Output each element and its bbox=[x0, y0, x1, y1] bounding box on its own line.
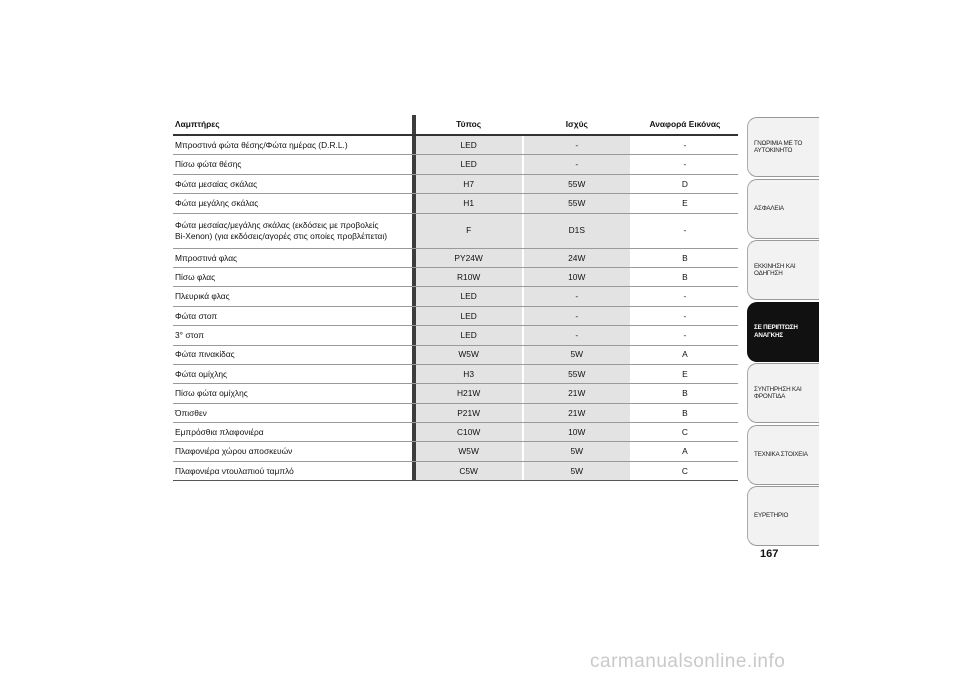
bulb-name: Πίσω φλας bbox=[173, 267, 412, 286]
header-bulbs: Λαμπτήρες bbox=[173, 115, 412, 135]
bulb-power: - bbox=[524, 326, 630, 345]
bulb-name: Πλαφονιέρα χώρου αποσκευών bbox=[173, 442, 412, 461]
page-number: 167 bbox=[760, 548, 779, 560]
bulb-name: Φώτα μεσαίας σκάλας bbox=[173, 174, 412, 193]
bulb-figure-ref: B bbox=[632, 267, 738, 286]
chapter-tabs bbox=[747, 117, 819, 548]
bulb-figure-ref: B bbox=[632, 403, 738, 422]
bulb-type: H7 bbox=[416, 174, 522, 193]
bulb-power: 10W bbox=[524, 423, 630, 442]
table-row bbox=[173, 287, 738, 306]
tab-label-line1: ΣΥΝΤΗΡΗΣΗ ΚΑΙ bbox=[754, 385, 802, 393]
bulbs-table bbox=[173, 115, 738, 481]
bulb-figure-ref: E bbox=[632, 194, 738, 213]
tab-label-line1: ΕΚΚΙΝΗΣΗ ΚΑΙ bbox=[754, 262, 796, 270]
bulb-name-line2: Bi-Xenon) (για εκδόσεις/αγορές στις οποίες προβλέπεται) bbox=[175, 230, 388, 241]
watermark: carmanualsonline.info bbox=[590, 651, 786, 672]
table-row bbox=[173, 461, 738, 480]
tab-in-emergency[interactable] bbox=[747, 302, 819, 362]
bulb-type: H1 bbox=[416, 194, 522, 213]
bulb-type: W5W bbox=[416, 442, 522, 461]
table-body bbox=[173, 135, 738, 481]
tab-getting-to-know-car[interactable] bbox=[747, 117, 819, 177]
bulb-figure-ref: - bbox=[632, 213, 738, 248]
bulb-name bbox=[173, 213, 412, 248]
bulb-power: - bbox=[524, 135, 630, 155]
bulb-power: 55W bbox=[524, 174, 630, 193]
bulb-name: Φώτα στοπ bbox=[173, 306, 412, 325]
tab-label-line1: ΓΝΩΡΙΜΙΑ ΜΕ ΤΟ bbox=[754, 139, 803, 147]
bulb-name: Φώτα πινακίδας bbox=[173, 345, 412, 364]
bulb-type: P21W bbox=[416, 403, 522, 422]
bulb-power: 24W bbox=[524, 248, 630, 267]
header-figure-ref: Αναφορά Εικόνας bbox=[632, 115, 738, 135]
bulb-figure-ref: A bbox=[632, 442, 738, 461]
table-row bbox=[173, 267, 738, 286]
bulb-type: LED bbox=[416, 306, 522, 325]
bulb-type: LED bbox=[416, 287, 522, 306]
tab-label-line2: ΑΝΑΓΚΗΣ bbox=[754, 331, 783, 339]
bulb-type: W5W bbox=[416, 345, 522, 364]
bulb-power: 55W bbox=[524, 364, 630, 383]
bulb-power: 21W bbox=[524, 403, 630, 422]
tab-label-line1: ΑΣΦΑΛΕΙΑ bbox=[754, 204, 784, 212]
bulb-type: LED bbox=[416, 135, 522, 155]
bulb-power: 55W bbox=[524, 194, 630, 213]
table-row bbox=[173, 326, 738, 345]
bulb-name: Φώτα μεγάλης σκάλας bbox=[173, 194, 412, 213]
bulb-name: Πλευρικά φλας bbox=[173, 287, 412, 306]
bulb-type: C5W bbox=[416, 461, 522, 480]
bulb-figure-ref: - bbox=[632, 155, 738, 174]
tab-index[interactable] bbox=[747, 486, 819, 546]
bulb-power: 5W bbox=[524, 461, 630, 480]
bulb-name: Μπροστινά φώτα θέσης/Φώτα ημέρας (D.R.L.) bbox=[173, 135, 412, 155]
table-row bbox=[173, 174, 738, 193]
header-power: Ισχύς bbox=[524, 115, 630, 135]
tab-label-line2: ΟΔΗΓΗΣΗ bbox=[754, 270, 783, 277]
tab-label-line1: ΤΕΧΝΙΚΑ ΣΤΟΙΧΕΙΑ bbox=[754, 450, 808, 458]
table-row bbox=[173, 248, 738, 267]
table-row bbox=[173, 194, 738, 213]
tab-label-line1: ΕΥΡΕΤΗΡΙΟ bbox=[754, 512, 789, 520]
bulb-name: Όπισθεν bbox=[173, 403, 412, 422]
bulb-name: Πίσω φώτα ομίχλης bbox=[173, 384, 412, 403]
bulb-name: Πίσω φώτα θέσης bbox=[173, 155, 412, 174]
bulb-figure-ref: - bbox=[632, 326, 738, 345]
table-row bbox=[173, 442, 738, 461]
table-row bbox=[173, 306, 738, 325]
bulb-power: - bbox=[524, 155, 630, 174]
bulb-figure-ref: B bbox=[632, 384, 738, 403]
bulb-name: Πλαφονιέρα ντουλαπιού ταμπλό bbox=[173, 461, 412, 480]
bulb-figure-ref: C bbox=[632, 461, 738, 480]
bulb-type: H21W bbox=[416, 384, 522, 403]
bulb-name-line1: Φώτα μεσαίας/μεγάλης σκάλας (εκδόσεις με προβολείς bbox=[175, 220, 379, 231]
table-row bbox=[173, 384, 738, 403]
tab-label-line2: ΦΡΟΝΤΙΔΑ bbox=[754, 393, 786, 400]
bulb-type: PY24W bbox=[416, 248, 522, 267]
bulb-power: 5W bbox=[524, 345, 630, 364]
bulb-type: R10W bbox=[416, 267, 522, 286]
tab-safety[interactable] bbox=[747, 179, 819, 239]
tab-label-line2: ΑΥΤΟΚΙΝΗΤΟ bbox=[754, 147, 793, 154]
bulb-name: Φώτα ομίχλης bbox=[173, 364, 412, 383]
bulb-power: 21W bbox=[524, 384, 630, 403]
bulb-figure-ref: D bbox=[632, 174, 738, 193]
table-row bbox=[173, 155, 738, 174]
bulb-figure-ref: - bbox=[632, 135, 738, 155]
bulb-name: Εμπρόσθια πλαφονιέρα bbox=[173, 423, 412, 442]
bulb-figure-ref: C bbox=[632, 423, 738, 442]
bulb-type: C10W bbox=[416, 423, 522, 442]
bulb-type: F bbox=[416, 213, 522, 248]
bulb-name: 3° στοπ bbox=[173, 326, 412, 345]
table-row bbox=[173, 403, 738, 422]
bulb-power: D1S bbox=[524, 213, 630, 248]
tab-starting-driving[interactable] bbox=[747, 240, 819, 300]
bulb-power: 10W bbox=[524, 267, 630, 286]
table-row bbox=[173, 213, 738, 248]
tab-label-line1: ΣΕ ΠΕΡΙΠΤΩΣΗ bbox=[754, 324, 798, 331]
table-row bbox=[173, 364, 738, 383]
bulb-figure-ref: A bbox=[632, 345, 738, 364]
bulb-figure-ref: - bbox=[632, 287, 738, 306]
header-type: Τύπος bbox=[416, 115, 522, 135]
table-row bbox=[173, 423, 738, 442]
bulb-power: 5W bbox=[524, 442, 630, 461]
bulb-figure-ref: B bbox=[632, 248, 738, 267]
bulb-power: - bbox=[524, 306, 630, 325]
tab-maintenance-care[interactable] bbox=[747, 363, 819, 423]
bulb-figure-ref: E bbox=[632, 364, 738, 383]
table-header-row bbox=[173, 115, 738, 135]
bulb-power: - bbox=[524, 287, 630, 306]
tab-technical-data[interactable] bbox=[747, 425, 819, 485]
table-row bbox=[173, 135, 738, 155]
bulb-type: LED bbox=[416, 155, 522, 174]
bulb-name: Μπροστινά φλας bbox=[173, 248, 412, 267]
bulb-figure-ref: - bbox=[632, 306, 738, 325]
table-row bbox=[173, 345, 738, 364]
bulb-type: LED bbox=[416, 326, 522, 345]
bulb-type: H3 bbox=[416, 364, 522, 383]
